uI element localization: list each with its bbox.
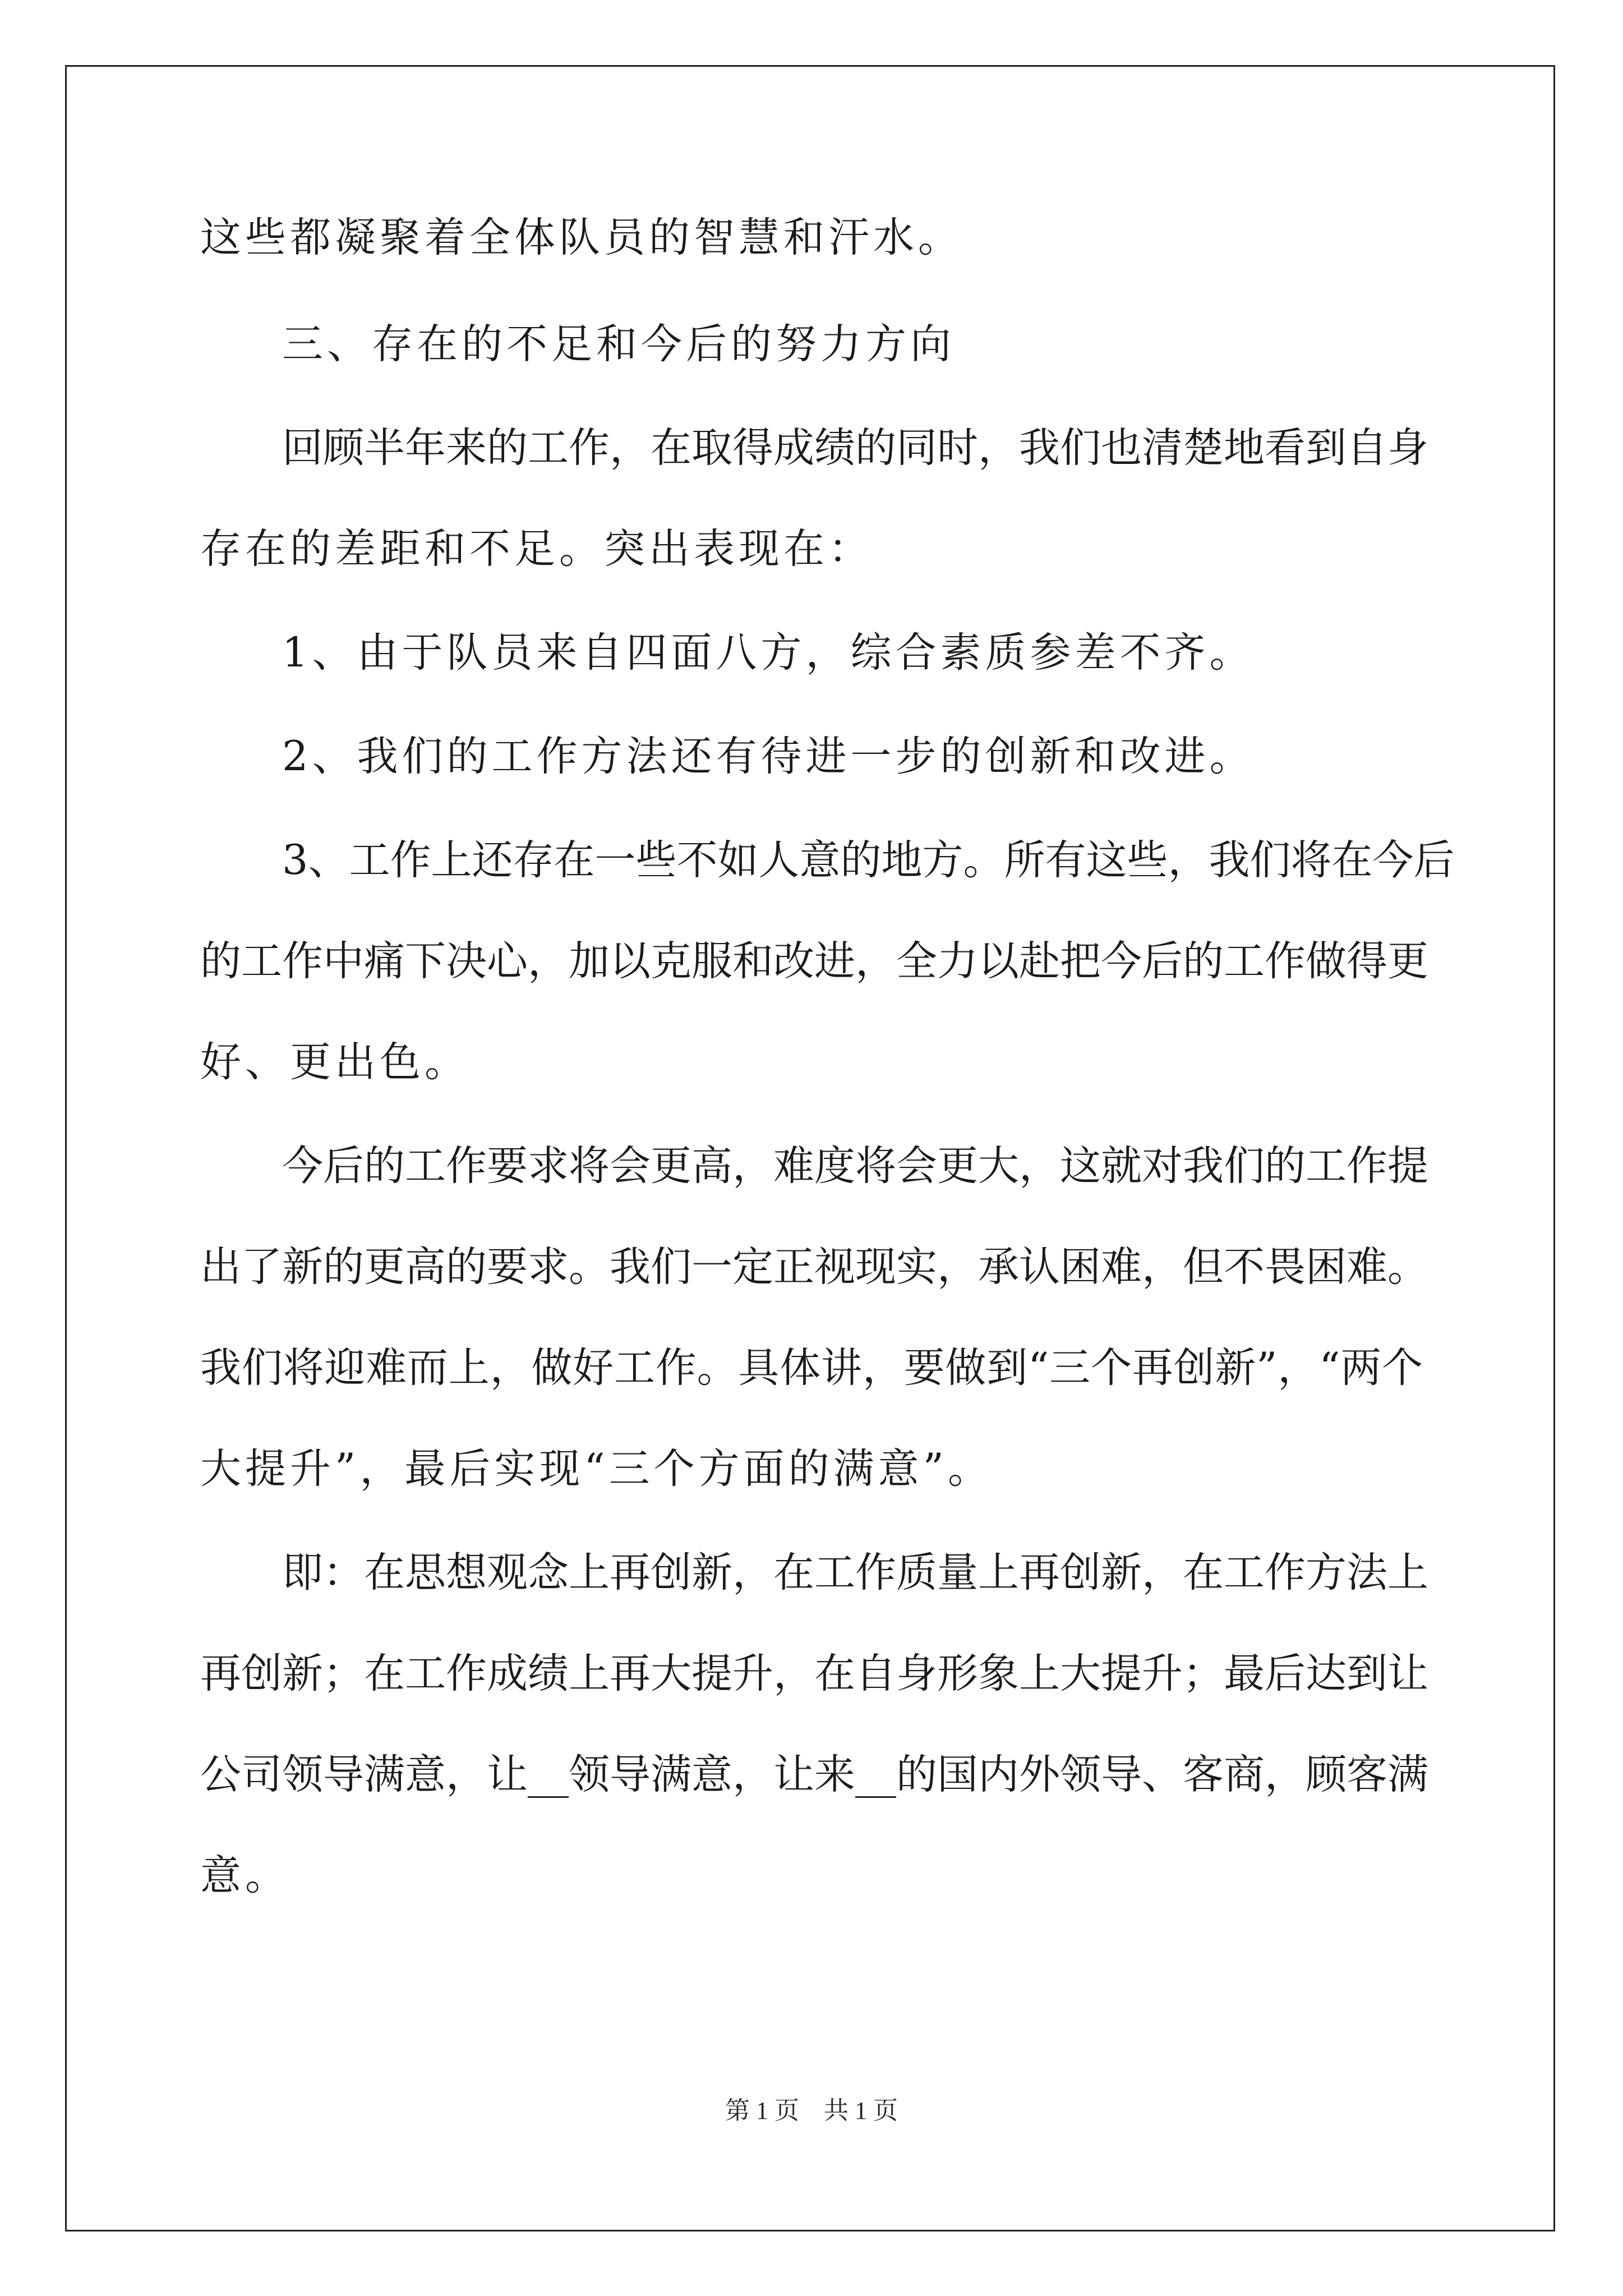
paragraph-line: 即：在思想观念上再创新，在工作质量上再创新，在工作方法上 (282, 1549, 1428, 1596)
paragraph-line: 今后的工作要求将会更高，难度将会更大，这就对我们的工作提 (282, 1142, 1428, 1190)
paragraph-line: 出了新的更高的要求。我们一定正视现实，承认困难，但不畏困难。 (200, 1243, 1428, 1291)
paragraph-line: 存在的差距和不足。突出表现在： (200, 525, 873, 573)
paragraph-line: 再创新；在工作成绩上再大提升，在自身形象上大提升；最后达到让 (200, 1650, 1428, 1697)
paragraph-line: 三、存在的不足和今后的努力方向 (282, 320, 955, 368)
paragraph-line: 回顾半年来的工作，在取得成绩的同时，我们也清楚地看到自身 (282, 424, 1428, 472)
paragraph-line: 1、由于队员来自四面八方，综合素质参差不齐。 (282, 629, 1255, 677)
paragraph-line: 大提升”，最后实现“三个方面的满意”。 (200, 1445, 993, 1493)
paragraph-line: 这些都凝聚着全体队员的智慧和汗水。 (200, 214, 963, 261)
page-footer: 第 1 页 共 1 页 (725, 2097, 898, 2124)
paragraph-line: 2、我们的工作方法还有待进一步的创新和改进。 (282, 733, 1255, 780)
paragraph-line: 3、工作上还存在一些不如人意的地方。所有这些，我们将在今后 (282, 836, 1455, 884)
paragraph-line: 我们将迎难而上，做好工作。具体讲，要做到“三个再创新”，“两个 (200, 1344, 1423, 1392)
paragraph-line: 意。 (200, 1852, 290, 1899)
paragraph-line: 公司领导满意，让__领导满意，让来__的国内外领导、客商，顾客满 (200, 1751, 1428, 1798)
paragraph-line: 的工作中痛下决心，加以克服和改进，全力以赴把今后的工作做得更 (200, 937, 1428, 985)
paragraph-line: 好、更出色。 (200, 1038, 469, 1086)
